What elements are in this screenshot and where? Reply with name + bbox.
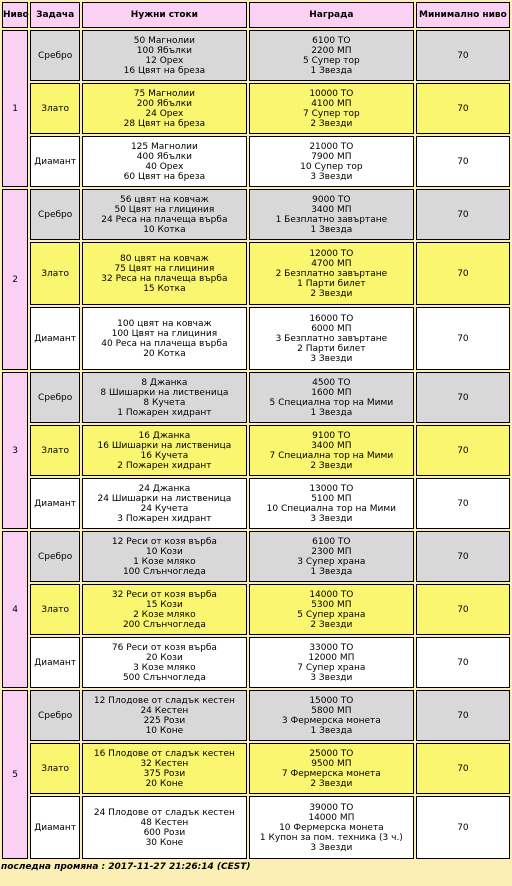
- table-row: [2, 83, 510, 134]
- min-level-cell: 70: [416, 242, 510, 305]
- table-row: [2, 189, 510, 240]
- needed-goods-line: 100 Слънчогледа: [122, 566, 206, 577]
- needed-goods-line: 375 Рози: [143, 768, 186, 779]
- reward-cell: [249, 372, 414, 423]
- needed-goods-line: 20 Коне: [145, 778, 184, 789]
- level-cell: 5: [2, 690, 28, 859]
- level-cell: 2: [2, 189, 28, 370]
- header-task: Задача: [30, 2, 80, 28]
- reward-line: 9500 МП: [311, 758, 352, 769]
- needed-goods-line: 40 Орех: [145, 161, 184, 172]
- task-cell: Сребро: [30, 372, 80, 423]
- level-cell: 4: [2, 531, 28, 688]
- header-row: [2, 2, 510, 28]
- needed-goods-line: 50 Магнолии: [133, 35, 195, 46]
- task-cell: Злато: [30, 425, 80, 476]
- reward-line: 3 Супер храна: [297, 556, 366, 567]
- needed-goods-line: 24 Кучета: [140, 503, 189, 514]
- needed-goods-cell: [82, 531, 247, 582]
- table-row: [2, 372, 510, 423]
- reward-line: 2 Парти билет: [297, 343, 366, 354]
- reward-line: 6000 МП: [311, 323, 352, 334]
- reward-line: 3 Звезди: [310, 513, 353, 524]
- reward-line: 1 Звезда: [310, 407, 353, 418]
- reward-line: 3 Фермерска монета: [281, 715, 381, 726]
- reward-cell: [249, 307, 414, 370]
- needed-goods-line: 24 Орех: [145, 108, 184, 119]
- needed-goods-line: 24 Джанка: [138, 483, 191, 494]
- header-needed-goods: Нужни стоки: [82, 2, 247, 28]
- reward-line: 3 Безплатно завъртане: [275, 333, 388, 344]
- reward-cell: [249, 189, 414, 240]
- reward-line: 12000 МП: [308, 652, 355, 663]
- reward-line: 2200 МП: [311, 45, 352, 56]
- needed-goods-cell: [82, 743, 247, 794]
- needed-goods-line: 125 Магнолии: [130, 141, 198, 152]
- min-level-cell: 70: [416, 189, 510, 240]
- min-level-cell: 70: [416, 796, 510, 859]
- last-modified-footer: последна промяна : 2017-11-27 21:26:14 (CEST): [1, 862, 251, 872]
- min-level-cell: 70: [416, 136, 510, 187]
- needed-goods-cell: [82, 478, 247, 529]
- reward-line: 3 Звезди: [310, 672, 353, 683]
- reward-line: 4500 TO: [312, 377, 351, 388]
- needed-goods-line: 40 Реса на плачеща върба: [101, 338, 228, 349]
- reward-line: 1600 МП: [311, 387, 352, 398]
- reward-cell: [249, 743, 414, 794]
- task-cell: Злато: [30, 743, 80, 794]
- reward-cell: [249, 531, 414, 582]
- reward-line: 1 Звезда: [310, 566, 353, 577]
- needed-goods-cell: [82, 425, 247, 476]
- reward-line: 2 Звезди: [310, 460, 353, 471]
- reward-line: 2300 МП: [311, 546, 352, 557]
- reward-line: 1 Купон за пом. техника (3 ч.): [259, 832, 403, 843]
- reward-line: 21000 TO: [309, 141, 354, 152]
- needed-goods-line: 200 Слънчогледа: [122, 619, 206, 630]
- reward-line: 16000 TO: [309, 313, 354, 324]
- needed-goods-line: 1 Пожарен хидрант: [117, 407, 212, 418]
- header-reward: Награда: [249, 2, 414, 28]
- reward-line: 39000 TO: [309, 802, 354, 813]
- table-row: [2, 425, 510, 476]
- task-cell: Сребро: [30, 189, 80, 240]
- needed-goods-line: 15 Котка: [143, 283, 186, 294]
- reward-cell: [249, 690, 414, 741]
- needed-goods-line: 100 Цвят на глициния: [111, 328, 218, 339]
- table-row: [2, 637, 510, 688]
- reward-line: 14000 МП: [308, 812, 355, 823]
- reward-line: 12000 TO: [309, 248, 354, 259]
- reward-line: 7 Супер тор: [303, 108, 360, 119]
- reward-line: 9000 TO: [312, 194, 351, 205]
- needed-goods-line: 20 Кози: [145, 652, 183, 663]
- needed-goods-line: 12 Реси от козя върба: [111, 536, 217, 547]
- task-cell: Диамант: [30, 478, 80, 529]
- needed-goods-line: 20 Котка: [143, 348, 186, 359]
- needed-goods-line: 100 Ябълки: [136, 45, 193, 56]
- reward-line: 4700 МП: [311, 258, 352, 269]
- needed-goods-line: 12 Орех: [145, 55, 184, 66]
- reward-line: 5 Специална тор на Мими: [269, 397, 394, 408]
- min-level-cell: 70: [416, 584, 510, 635]
- task-cell: Диамант: [30, 796, 80, 859]
- table-row: [2, 690, 510, 741]
- table-row: [2, 136, 510, 187]
- reward-cell: [249, 425, 414, 476]
- needed-goods-cell: [82, 307, 247, 370]
- needed-goods-line: 2 Козе мляко: [133, 609, 196, 620]
- reward-cell: [249, 796, 414, 859]
- needed-goods-line: 400 Ябълки: [136, 151, 193, 162]
- reward-line: 7 Фермерска монета: [281, 768, 381, 779]
- needed-goods-line: 30 Коне: [145, 837, 184, 848]
- needed-goods-line: 8 Кучета: [143, 397, 186, 408]
- reward-line: 13000 TO: [309, 483, 354, 494]
- needed-goods-line: 3 Козе мляко: [133, 662, 196, 673]
- reward-line: 5300 МП: [311, 599, 352, 610]
- needed-goods-line: 225 Рози: [143, 715, 186, 726]
- needed-goods-line: 32 Реси от козя върба: [111, 589, 217, 600]
- reward-line: 14000 TO: [309, 589, 354, 600]
- needed-goods-line: 10 Котка: [143, 224, 186, 235]
- reward-line: 15000 TO: [309, 695, 354, 706]
- reward-cell: [249, 30, 414, 81]
- needed-goods-cell: [82, 584, 247, 635]
- needed-goods-line: 12 Плодове от сладък кестен: [93, 695, 235, 706]
- needed-goods-cell: [82, 242, 247, 305]
- min-level-cell: 70: [416, 425, 510, 476]
- needed-goods-line: 32 Реса на плачеща върба: [101, 273, 228, 284]
- needed-goods-line: 15 Кози: [145, 599, 183, 610]
- reward-line: 3 Звезди: [310, 171, 353, 182]
- needed-goods-line: 32 Кестен: [140, 758, 189, 769]
- needed-goods-line: 24 Плодове от сладък кестен: [93, 807, 235, 818]
- header-min-level: Минимално ниво: [416, 2, 510, 28]
- needed-goods-line: 16 Кучета: [140, 450, 189, 461]
- needed-goods-line: 8 Джанка: [141, 377, 188, 388]
- needed-goods-line: 8 Шишарки на лиственица: [100, 387, 229, 398]
- task-cell: Диамант: [30, 637, 80, 688]
- reward-cell: [249, 242, 414, 305]
- table-row: [2, 531, 510, 582]
- reward-line: 3 Звезди: [310, 842, 353, 853]
- needed-goods-line: 100 цвят на ковчаж: [117, 318, 212, 329]
- reward-line: 25000 TO: [309, 748, 354, 759]
- level-cell: 3: [2, 372, 28, 529]
- reward-line: 1 Звезда: [310, 224, 353, 235]
- reward-line: 7 Специална тор на Мими: [269, 450, 394, 461]
- task-cell: Злато: [30, 83, 80, 134]
- task-cell: Диамант: [30, 136, 80, 187]
- reward-line: 1 Безплатно завъртане: [275, 214, 388, 225]
- level-cell: 1: [2, 30, 28, 187]
- reward-line: 3400 МП: [311, 440, 352, 451]
- task-cell: Злато: [30, 584, 80, 635]
- reward-cell: [249, 83, 414, 134]
- table-row: [2, 584, 510, 635]
- needed-goods-cell: [82, 136, 247, 187]
- reward-line: 3 Звезди: [310, 353, 353, 364]
- task-cell: Сребро: [30, 531, 80, 582]
- reward-line: 5 Супер храна: [297, 609, 366, 620]
- task-cell: Злато: [30, 242, 80, 305]
- reward-line: 1 Звезда: [310, 65, 353, 76]
- reward-line: 10 Специална тор на Мими: [266, 503, 397, 514]
- task-cell: Диамант: [30, 307, 80, 370]
- needed-goods-line: 3 Пожарен хидрант: [117, 513, 212, 524]
- reward-line: 5100 МП: [311, 493, 352, 504]
- reward-line: 6100 TO: [312, 35, 351, 46]
- needed-goods-line: 1 Козе мляко: [133, 556, 196, 567]
- needed-goods-cell: [82, 372, 247, 423]
- reward-line: 10000 TO: [309, 88, 354, 99]
- reward-line: 10 Супер тор: [300, 161, 363, 172]
- min-level-cell: 70: [416, 531, 510, 582]
- needed-goods-line: 600 Рози: [143, 827, 186, 838]
- needed-goods-line: 10 Коне: [145, 725, 184, 736]
- reward-line: 2 Звезди: [310, 288, 353, 299]
- reward-line: 9100 TO: [312, 430, 351, 441]
- needed-goods-line: 16 Плодове от сладък кестен: [93, 748, 235, 759]
- table-row: [2, 30, 510, 81]
- needed-goods-line: 16 Цвят на бреза: [123, 65, 206, 76]
- table-row: [2, 478, 510, 529]
- needed-goods-cell: [82, 30, 247, 81]
- needed-goods-line: 75 Магнолии: [133, 88, 195, 99]
- needed-goods-line: 60 Цвят на бреза: [123, 171, 206, 182]
- reward-line: 7 Супер храна: [297, 662, 366, 673]
- needed-goods-line: 76 Реси от козя върба: [111, 642, 217, 653]
- needed-goods-line: 48 Кестен: [140, 817, 189, 828]
- needed-goods-line: 24 Кестен: [140, 705, 189, 716]
- task-cell: Сребро: [30, 690, 80, 741]
- min-level-cell: 70: [416, 637, 510, 688]
- min-level-cell: 70: [416, 307, 510, 370]
- needed-goods-line: 80 цвят на ковчаж: [120, 253, 209, 264]
- needed-goods-line: 16 Шишарки на лиственица: [97, 440, 232, 451]
- reward-line: 2 Безплатно завъртане: [275, 268, 388, 279]
- reward-line: 5800 МП: [311, 705, 352, 716]
- header-level: Ниво: [2, 2, 28, 28]
- reward-line: 6100 TO: [312, 536, 351, 547]
- reward-line: 4100 МП: [311, 98, 352, 109]
- needed-goods-line: 75 Цвят на глициния: [114, 263, 215, 274]
- min-level-cell: 70: [416, 30, 510, 81]
- needed-goods-cell: [82, 637, 247, 688]
- min-level-cell: 70: [416, 478, 510, 529]
- needed-goods-cell: [82, 796, 247, 859]
- needed-goods-line: 2 Пожарен хидрант: [117, 460, 212, 471]
- reward-cell: [249, 584, 414, 635]
- needed-goods-cell: [82, 690, 247, 741]
- needed-goods-line: 500 Слънчогледа: [122, 672, 206, 683]
- reward-line: 10 Фермерска монета: [279, 822, 384, 833]
- min-level-cell: 70: [416, 372, 510, 423]
- min-level-cell: 70: [416, 690, 510, 741]
- needed-goods-cell: [82, 189, 247, 240]
- needed-goods-line: 56 цвят на ковчаж: [120, 194, 209, 205]
- reward-line: 1 Парти билет: [297, 278, 366, 289]
- min-level-cell: 70: [416, 743, 510, 794]
- table-row: [2, 307, 510, 370]
- table-row: [2, 796, 510, 859]
- min-level-cell: 70: [416, 83, 510, 134]
- needed-goods-line: 24 Реса на плачеща върба: [101, 214, 228, 225]
- needed-goods-line: 16 Джанка: [138, 430, 191, 441]
- reward-cell: [249, 136, 414, 187]
- table-row: [2, 242, 510, 305]
- needed-goods-line: 10 Кози: [145, 546, 183, 557]
- table-row: [2, 743, 510, 794]
- needed-goods-cell: [82, 83, 247, 134]
- reward-line: 33000 TO: [309, 642, 354, 653]
- reward-line: 3400 МП: [311, 204, 352, 215]
- reward-line: 7900 МП: [311, 151, 352, 162]
- reward-line: 2 Звезди: [310, 118, 353, 129]
- needed-goods-line: 50 Цвят на глициния: [114, 204, 215, 215]
- reward-line: 1 Звезда: [310, 725, 353, 736]
- needed-goods-line: 28 Цвят на бреза: [123, 118, 206, 129]
- needed-goods-line: 200 Ябълки: [136, 98, 193, 109]
- reward-cell: [249, 637, 414, 688]
- reward-cell: [249, 478, 414, 529]
- task-cell: Сребро: [30, 30, 80, 81]
- reward-line: 2 Звезди: [310, 778, 353, 789]
- needed-goods-line: 24 Шишарки на лиственица: [97, 493, 232, 504]
- reward-line: 5 Супер тор: [303, 55, 360, 66]
- reward-line: 2 Звезди: [310, 619, 353, 630]
